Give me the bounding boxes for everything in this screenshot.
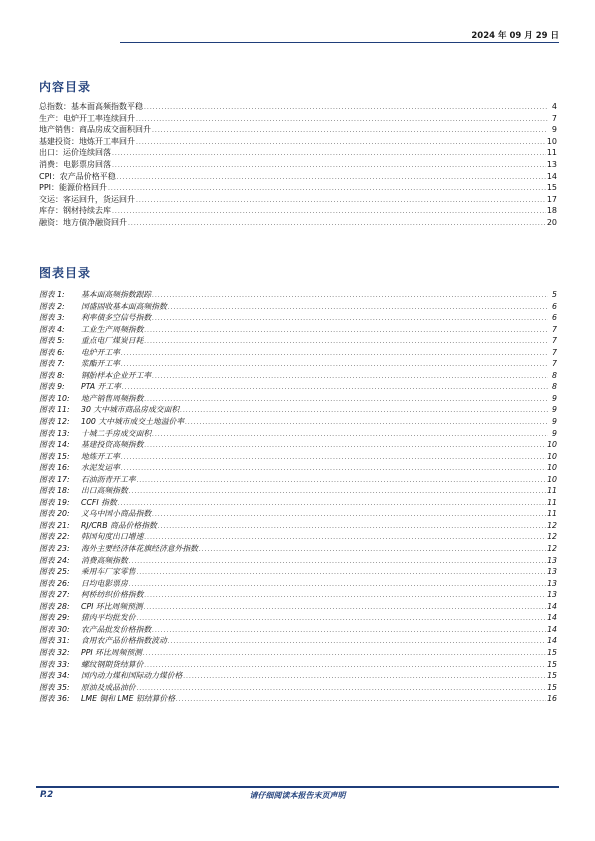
figure-entry[interactable] <box>39 462 557 474</box>
figure-entry-page: 11 <box>547 509 557 519</box>
dot-leader <box>112 148 546 160</box>
dot-leader <box>144 660 546 672</box>
figure-entry-number: 图表 21: <box>39 520 70 530</box>
toc-entry-page: 17 <box>546 194 557 204</box>
figure-entry-number: 图表 33: <box>39 659 70 669</box>
dot-leader <box>168 636 546 648</box>
dot-leader <box>144 532 546 544</box>
figure-entry-number: 图表 31: <box>39 636 70 646</box>
dot-leader <box>144 325 548 337</box>
figure-entry-label: 浆酯开工率 <box>81 359 120 369</box>
dot-leader <box>199 544 546 556</box>
figure-entry-page: 10 <box>547 474 557 484</box>
figure-entry[interactable] <box>39 370 557 382</box>
toc-entry-page: 18 <box>546 206 557 216</box>
figure-entry-number: 图表 13: <box>39 428 70 438</box>
figure-entry-page: 14 <box>547 636 557 646</box>
figure-entry-number: 图表 6: <box>39 347 65 357</box>
figure-entry-label: PTA 开工率 <box>81 382 121 392</box>
figure-entry-number: 图表 17: <box>39 474 70 484</box>
figure-entry-page: 7 <box>552 359 557 369</box>
figure-entry[interactable] <box>39 381 557 393</box>
figure-entry-label: 义乌中国小商品指数 <box>81 509 152 519</box>
toc-entry[interactable] <box>39 217 557 229</box>
dot-leader <box>152 371 548 383</box>
dot-leader <box>180 405 548 417</box>
figure-entry-page: 14 <box>547 601 557 611</box>
dot-leader <box>144 336 548 348</box>
figure-entry-label: 基建投资高频指数 <box>81 440 144 450</box>
toc-title: 内容目录 <box>39 80 92 94</box>
figure-entry-label: 地产销售周频指数 <box>81 393 144 403</box>
figure-entry-number: 图表 32: <box>39 647 70 657</box>
figure-entry-number: 图表 24: <box>39 555 70 565</box>
figure-entry-label: 100 大中城市成交土地溢价率 <box>81 417 185 427</box>
toc-entry-label: 地产销售：商品房成交面积回升 <box>39 125 151 135</box>
dot-leader <box>144 590 546 602</box>
figure-entry-page: 13 <box>547 590 557 600</box>
figure-entry-label: 猪肉平均批发价 <box>81 613 136 623</box>
figure-entry-page: 9 <box>552 417 557 427</box>
figure-entry-page: 13 <box>547 555 557 565</box>
figure-entry-label: LME 铜和 LME 铝结算价格 <box>81 694 176 704</box>
figure-entry[interactable] <box>39 682 557 694</box>
dot-leader <box>121 452 546 464</box>
figure-entry-label: PPI 环比周频预测 <box>81 647 142 657</box>
figure-entry-label: 国盛固收基本面高频指数 <box>81 301 167 311</box>
figure-entry-number: 图表 34: <box>39 671 70 681</box>
figure-entry[interactable] <box>39 612 557 624</box>
dot-leader <box>144 394 548 406</box>
figure-entry[interactable] <box>39 624 557 636</box>
figure-entry[interactable] <box>39 566 557 578</box>
figure-entry-page: 15 <box>547 671 557 681</box>
figure-entry[interactable] <box>39 693 557 705</box>
figure-entry[interactable] <box>39 393 557 405</box>
toc-entry-page: 14 <box>546 171 557 181</box>
figure-entry-number: 图表 10: <box>39 393 70 403</box>
figure-entry-label: 石油沥青开工率 <box>81 474 136 484</box>
figure-entry[interactable] <box>39 659 557 671</box>
figure-entry-label: 30 大中城市商品房成交面积 <box>81 405 180 415</box>
dot-leader <box>121 348 548 360</box>
toc-entry-label: 融资：地方债净融资回升 <box>39 217 127 227</box>
figure-entry-label: 乘用车厂家零售 <box>81 567 136 577</box>
figure-entry-label: RJ/CRB 商品价格指数 <box>81 520 157 530</box>
dot-leader <box>112 160 546 172</box>
figure-entry-number: 图表 4: <box>39 324 65 334</box>
figure-entry-number: 图表 3: <box>39 313 65 323</box>
figure-entry-label: 出口高频指数 <box>81 486 128 496</box>
dot-leader <box>168 302 548 314</box>
toc-entry-label: CPI：农产品价格平稳 <box>39 171 116 181</box>
figure-entry[interactable] <box>39 451 557 463</box>
figure-entry[interactable] <box>39 289 557 301</box>
toc-entry-label: 基建投资：地炼开工率回升 <box>39 136 135 146</box>
figure-entry[interactable] <box>39 555 557 567</box>
figure-entry-label: 食用农产品价格指数波动 <box>81 636 167 646</box>
dot-leader <box>121 463 546 475</box>
figure-entry-label: 地炼开工率 <box>81 451 120 461</box>
figure-entry-number: 图表 14: <box>39 440 70 450</box>
figure-entry[interactable] <box>39 416 557 428</box>
figure-entry-label: 原油及成品油价 <box>81 682 136 692</box>
toc-entry[interactable] <box>39 136 557 148</box>
toc-entry-label: 消费：电影票房回落 <box>39 159 111 169</box>
figure-entry[interactable] <box>39 601 557 613</box>
figure-entry[interactable] <box>39 404 557 416</box>
toc-entry[interactable] <box>39 159 557 171</box>
toc-entry[interactable] <box>39 205 557 217</box>
toc-entry-label: 生产：电炉开工率连续回升 <box>39 113 135 123</box>
toc-entry[interactable] <box>39 124 557 136</box>
dot-leader <box>144 102 548 114</box>
figure-entry[interactable] <box>39 647 557 659</box>
figure-entry-number: 图表 19: <box>39 497 70 507</box>
figure-entry[interactable] <box>39 508 557 520</box>
dot-leader <box>152 509 546 521</box>
figure-entry-number: 图表 36: <box>39 694 70 704</box>
toc-entry[interactable] <box>39 101 557 113</box>
figure-entry[interactable] <box>39 497 557 509</box>
figure-entry-page: 15 <box>547 682 557 692</box>
figure-entry-number: 图表 8: <box>39 370 65 380</box>
figures-list <box>39 289 557 705</box>
figure-entry-number: 图表 22: <box>39 532 70 542</box>
figure-entry-page: 7 <box>552 347 557 357</box>
figure-entry[interactable] <box>39 520 557 532</box>
toc-entry-page: 7 <box>551 113 557 123</box>
figure-entry[interactable] <box>39 335 557 347</box>
dot-leader <box>129 556 546 568</box>
figure-entry-page: 12 <box>547 544 557 554</box>
figure-entry-page: 5 <box>552 290 557 299</box>
figure-entry-label: 螺纹钢期货结算价 <box>81 659 144 669</box>
toc-list <box>39 101 557 229</box>
toc-entry-label: 出口：运价连续回落 <box>39 148 111 158</box>
figure-entry-page: 12 <box>547 532 557 542</box>
dot-leader <box>137 567 547 579</box>
dot-leader <box>144 440 546 452</box>
figure-entry-page: 8 <box>552 370 557 380</box>
footer-disclaimer: 请仔细阅读本报告末页声明 <box>249 791 346 800</box>
figure-entry-label: 电炉开工率 <box>81 347 120 357</box>
dot-leader <box>183 671 546 683</box>
figure-entry-number: 图表 18: <box>39 486 70 496</box>
toc-entry-page: 4 <box>551 102 557 111</box>
figure-entry-label: 基本面高频指数跟踪 <box>81 290 152 299</box>
figure-entry-number: 图表 35: <box>39 682 70 692</box>
figure-entry[interactable] <box>39 635 557 647</box>
figure-entry-label: CCFI 指数 <box>81 497 117 507</box>
figure-entry-page: 10 <box>547 463 557 473</box>
figure-entry-label: 利率债多空信号指数 <box>81 313 152 323</box>
figure-entry-number: 图表 16: <box>39 463 70 473</box>
figure-entry[interactable] <box>39 347 557 359</box>
figure-entry-label: 日均电影票房 <box>81 578 128 588</box>
dot-leader <box>176 694 546 706</box>
figure-entry-page: 14 <box>547 624 557 634</box>
figure-entry-number: 图表 9: <box>39 382 65 392</box>
figure-entry-label: 钢胎样本企业开工率 <box>81 370 152 380</box>
figure-entry-page: 9 <box>552 393 557 403</box>
toc-entry-label: PPI：能源价格回升 <box>39 183 108 193</box>
dot-leader <box>152 429 548 441</box>
figure-entry-page: 8 <box>552 382 557 392</box>
figure-entry[interactable] <box>39 358 557 370</box>
toc-entry-page: 10 <box>546 136 557 146</box>
figure-entry-page: 15 <box>547 647 557 657</box>
figure-entry[interactable] <box>39 543 557 555</box>
dot-leader <box>144 602 546 614</box>
figure-entry[interactable] <box>39 578 557 590</box>
dot-leader <box>136 195 546 207</box>
dot-leader <box>137 475 547 487</box>
dot-leader <box>152 290 548 302</box>
figure-entry-label: 韩国旬度出口增速 <box>81 532 144 542</box>
figure-entry-number: 图表 26: <box>39 578 70 588</box>
dot-leader <box>137 613 547 625</box>
figure-entry[interactable] <box>39 474 557 486</box>
dot-leader <box>152 313 548 325</box>
figure-entry-number: 图表 20: <box>39 509 70 519</box>
figure-entry-page: 11 <box>547 497 557 507</box>
figure-entry[interactable] <box>39 428 557 440</box>
figure-entry[interactable] <box>39 531 557 543</box>
dot-leader <box>128 218 546 230</box>
figure-entry-number: 图表 1: <box>39 290 65 299</box>
figure-entry-number: 图表 15: <box>39 451 70 461</box>
figure-entry-page: 14 <box>547 613 557 623</box>
figure-entry-number: 图表 27: <box>39 590 70 600</box>
figure-entry-page: 9 <box>552 405 557 415</box>
header-divider <box>120 42 559 43</box>
figure-entry-label: CPI 环比周频预测 <box>81 601 143 611</box>
dot-leader <box>118 498 546 510</box>
toc-entry[interactable] <box>39 194 557 206</box>
dot-leader <box>112 206 546 218</box>
figure-entry-label: 柯桥纺织价格指数 <box>81 590 144 600</box>
figure-entry-number: 图表 28: <box>39 601 70 611</box>
figure-entry-label: 重点电厂煤炭日耗 <box>81 336 144 346</box>
toc-entry[interactable] <box>39 182 557 194</box>
dot-leader <box>152 625 546 637</box>
figure-entry-number: 图表 5: <box>39 336 65 346</box>
figure-entry-page: 10 <box>547 451 557 461</box>
figure-entry[interactable] <box>39 589 557 601</box>
figure-entry-number: 图表 29: <box>39 613 70 623</box>
figure-entry-number: 图表 11: <box>39 405 70 415</box>
figure-entry-page: 15 <box>547 659 557 669</box>
figure-entry[interactable] <box>39 324 557 336</box>
dot-leader <box>136 137 546 149</box>
toc-entry-label: 交运：客运回升，货运回升 <box>39 194 135 204</box>
figure-entry-label: 工业生产周频指数 <box>81 324 144 334</box>
figure-entry-number: 图表 25: <box>39 567 70 577</box>
figures-title: 图表目录 <box>39 266 92 280</box>
dot-leader <box>158 521 546 533</box>
figure-entry-label: 水泥发运率 <box>81 463 120 473</box>
figure-entry-label: 农产品批发价格指数 <box>81 624 152 634</box>
figure-entry[interactable] <box>39 312 557 324</box>
figure-entry-page: 12 <box>547 520 557 530</box>
figure-entry-page: 10 <box>547 440 557 450</box>
dot-leader <box>136 114 548 126</box>
figure-entry-page: 16 <box>547 694 557 704</box>
dot-leader <box>121 359 548 371</box>
dot-leader <box>143 648 546 660</box>
figure-entry-page: 9 <box>552 428 557 438</box>
figure-entry-number: 图表 23: <box>39 544 70 554</box>
dot-leader <box>152 125 548 137</box>
dot-leader <box>137 683 547 695</box>
dot-leader <box>122 382 548 394</box>
toc-entry[interactable] <box>39 147 557 159</box>
toc-entry-page: 13 <box>546 159 557 169</box>
figure-entry[interactable] <box>39 485 557 497</box>
dot-leader <box>129 486 546 498</box>
figure-entry-label: 消费高频指数 <box>81 555 128 565</box>
toc-entry-label: 库存：钢材持续去库 <box>39 206 111 216</box>
dot-leader <box>117 172 546 184</box>
figure-entry-number: 图表 12: <box>39 417 70 427</box>
figure-entry-number: 图表 2: <box>39 301 65 311</box>
page-number: P.2 <box>40 790 54 800</box>
toc-entry[interactable] <box>39 171 557 183</box>
toc-entry-page: 9 <box>551 125 557 135</box>
toc-entry-page: 20 <box>546 217 557 227</box>
figure-entry-page: 13 <box>547 567 557 577</box>
figure-entry-page: 11 <box>547 486 557 496</box>
figure-entry[interactable] <box>39 301 557 313</box>
toc-entry-page: 15 <box>546 183 557 193</box>
figure-entry-page: 13 <box>547 578 557 588</box>
figure-entry-label: 国内动力煤和国际动力煤价格 <box>81 671 183 681</box>
footer-divider <box>36 786 559 788</box>
figure-entry-page: 7 <box>552 324 557 334</box>
toc-entry[interactable] <box>39 113 557 125</box>
dot-leader <box>185 417 548 429</box>
figure-entry-number: 图表 7: <box>39 359 65 369</box>
toc-entry-page: 11 <box>546 148 557 158</box>
figure-entry-number: 图表 30: <box>39 624 70 634</box>
figure-entry-label: 十城二手房成交面积 <box>81 428 152 438</box>
figure-entry-label: 海外主要经济体花旗经济意外指数 <box>81 544 198 554</box>
report-date: 2024 年 09 月 29 日 <box>471 31 559 41</box>
dot-leader <box>129 579 546 591</box>
toc-entry-label: 总指数：基本面高频指数平稳 <box>39 102 143 111</box>
figure-entry-page: 6 <box>552 301 557 311</box>
figure-entry-page: 6 <box>552 313 557 323</box>
figure-entry-page: 7 <box>552 336 557 346</box>
dot-leader <box>108 183 546 195</box>
figure-entry[interactable] <box>39 439 557 451</box>
figure-entry[interactable] <box>39 670 557 682</box>
